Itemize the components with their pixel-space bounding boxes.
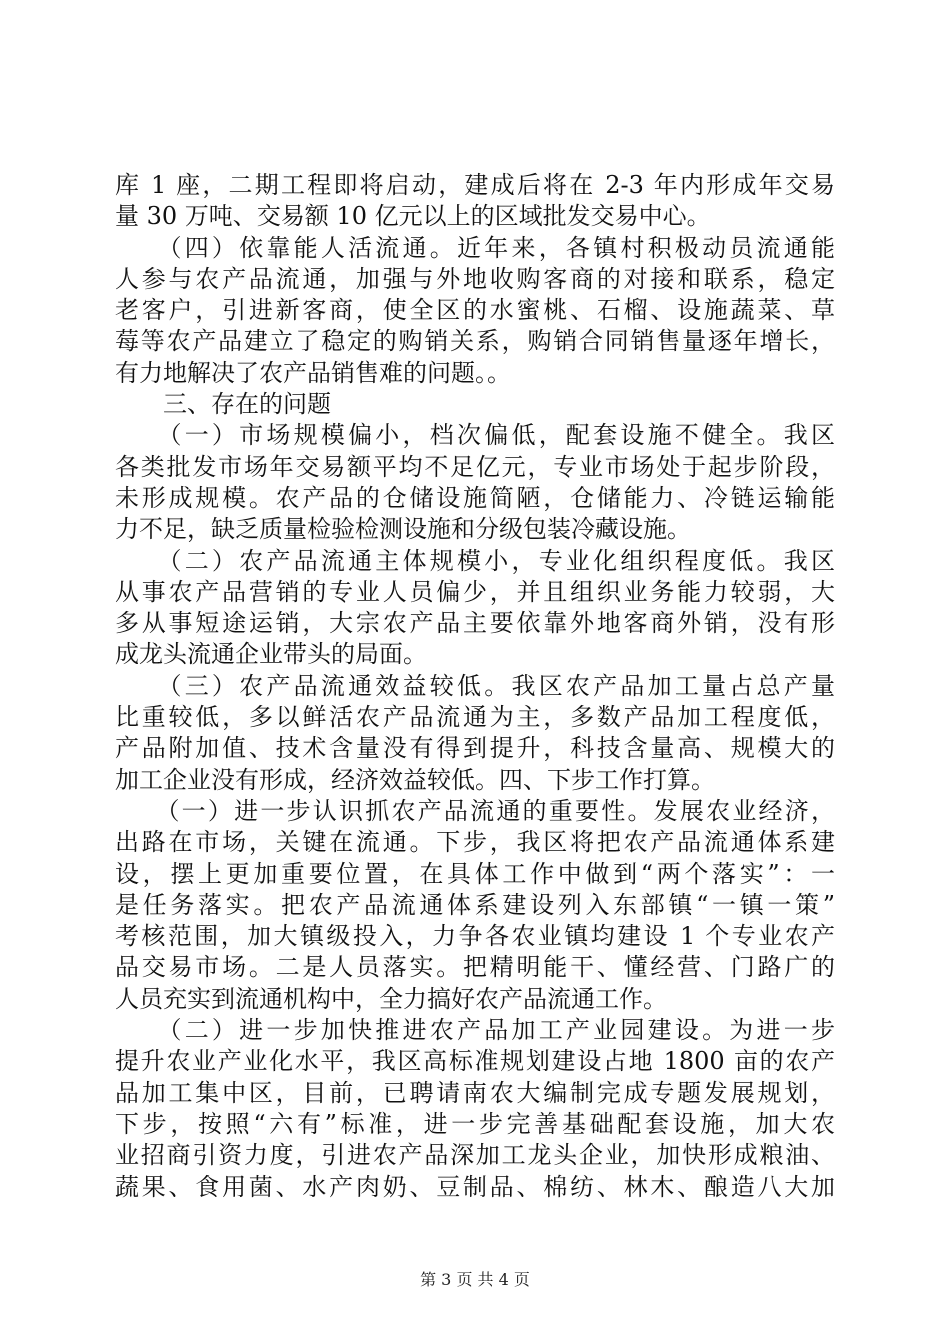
text-line: 有力地解决了农产品销售难的问题。。	[115, 358, 511, 387]
text-line: 莓等农产品建立了稳定的购销关系，购销合同销售量逐年增长，	[115, 327, 835, 356]
text-line: 人员充实到流通机构中，全力搞好农产品流通工作。	[115, 984, 667, 1013]
text-line: 老客户，引进新客商，使全区的水蜜桃、石榴、设施蔬菜、草	[115, 296, 835, 325]
document-body	[115, 170, 835, 1203]
page-footer: 第 3 页 共 4 页	[420, 1270, 530, 1289]
text-line: 下步，按照“六有”标准，进一步完善基础配套设施，加大农	[115, 1109, 835, 1138]
text-line: 成龙头流通企业带头的局面。	[115, 640, 427, 669]
text-line: （三）农产品流通效益较低。我区农产品加工量占总产量	[115, 671, 835, 700]
text-line: 产品附加值、技术含量没有得到提升，科技含量高、规模大的	[115, 734, 835, 763]
text-line: （一）市场规模偏小，档次偏低，配套设施不健全。我区	[115, 421, 835, 450]
text-line: 三、存在的问题	[115, 390, 331, 419]
text-line: 业招商引资力度，引进农产品深加工龙头企业，加快形成粮油、	[115, 1141, 835, 1170]
text-line: （二）进一步加快推进农产品加工产业园建设。为进一步	[115, 1016, 835, 1045]
text-line: （一）进一步认识抓农产品流通的重要性。发展农业经济，	[115, 796, 835, 825]
text-line: 加工企业没有形成，经济效益较低。四、下步工作打算。	[115, 765, 715, 794]
text-line: 提升农业产业化水平，我区高标准规划建设占地 1800 亩的农产	[115, 1047, 835, 1076]
text-line: 设，摆上更加重要位置，在具体工作中做到“两个落实”：一	[115, 859, 835, 888]
text-line: 各类批发市场年交易额平均不足亿元，专业市场处于起步阶段，	[115, 452, 835, 481]
text-line: （二）农产品流通主体规模小，专业化组织程度低。我区	[115, 546, 835, 575]
text-line: 未形成规模。农产品的仓储设施简陋，仓储能力、冷链运输能	[115, 483, 835, 512]
text-line: 量 30 万吨、交易额 10 亿元以上的区域批发交易中心。	[115, 202, 711, 231]
text-line: 品交易市场。二是人员落实。把精明能干、懂经营、门路广的	[115, 953, 835, 982]
text-line: 蔬果、食用菌、水产肉奶、豆制品、棉纺、林木、酿造八大加	[115, 1172, 835, 1201]
text-line: 出路在市场，关键在流通。下步，我区将把农产品流通体系建	[115, 828, 835, 857]
text-line: （四）依靠能人活流通。近年来，各镇村积极动员流通能	[115, 233, 835, 262]
text-line: 品加工集中区，目前，已聘请南农大编制完成专题发展规划，	[115, 1078, 835, 1107]
text-line: 力不足，缺乏质量检验检测设施和分级包装冷藏设施。	[115, 515, 691, 544]
text-line: 考核范围，加大镇级投入，力争各农业镇均建设 1 个专业农产	[115, 922, 835, 951]
text-line: 库 1 座，二期工程即将启动，建成后将在 2-3 年内形成年交易	[115, 171, 835, 199]
text-line: 从事农产品营销的专业人员偏少，并且组织业务能力较弱，大	[115, 577, 835, 606]
text-line: 比重较低，多以鲜活农产品流通为主，多数产品加工程度低，	[115, 703, 835, 732]
text-line: 多从事短途运销，大宗农产品主要依靠外地客商外销，没有形	[115, 609, 835, 638]
text-line: 是任务落实。把农产品流通体系建设列入东部镇“一镇一策”	[115, 890, 835, 919]
text-line: 人参与农产品流通，加强与外地收购客商的对接和联系，稳定	[115, 264, 835, 293]
